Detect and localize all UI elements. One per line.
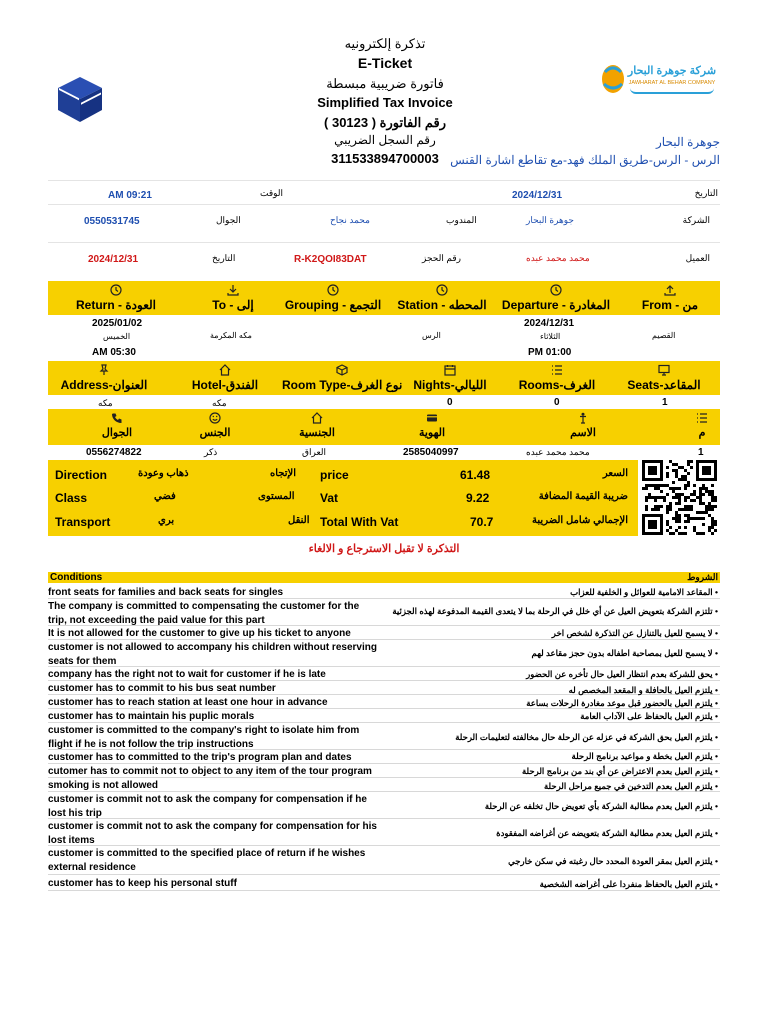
company-logo (600, 58, 720, 106)
trip-header-2: Grouping - التجمع (284, 298, 382, 312)
monitor-icon (658, 363, 670, 375)
room-header-1: Hotel-الفندق (191, 378, 259, 392)
vat-value: 9.22 (466, 491, 490, 505)
condition-ar-item: • يلتزم العيل بعدم الاعتراض عن أي بند من برنامج الرحلة (522, 766, 718, 776)
booking-value: R-K2QOI83DAT (294, 254, 367, 265)
from-value: القصيم (652, 331, 676, 340)
passenger-number: 1 (698, 447, 704, 458)
condition-en-item: front seats for families and back seats for singles (48, 587, 284, 598)
address-value: مكه (98, 398, 113, 408)
download-icon (227, 283, 239, 295)
condition-en-item: smoking is not allowed (48, 780, 159, 791)
mobile-label: الجوال (216, 215, 241, 225)
passenger-header-2: الجنسية (299, 427, 335, 439)
condition-en-item: company has the right not to wait for customer if he is late (48, 669, 326, 680)
date2-value: 2024/12/31 (88, 254, 139, 265)
clock-icon (110, 283, 122, 295)
price-en: price (320, 468, 349, 482)
room-header-2: Room Type-نوع الغرف (282, 378, 403, 392)
logo-ar-text: شركة جوهرة البحار (627, 65, 717, 77)
conditions-title-en: Conditions (50, 572, 103, 583)
invoice-number: رقم الفاتورة ( 30123 ) (324, 115, 446, 130)
price-value: 61.48 (460, 468, 491, 482)
total-en: Total With Vat (320, 515, 399, 529)
agent-label: المندوب (446, 215, 477, 225)
departure-time: PM 01:00 (528, 347, 572, 358)
room-header-3: Nights-الليالي (413, 378, 487, 392)
qr-code (641, 460, 719, 536)
booking-label: رقم الحجز (422, 253, 461, 263)
direction-value: ذهاب وعودة (138, 468, 189, 479)
company-label: الشركة (682, 215, 710, 225)
condition-en-item: cutomer has to commit not to object to any item of the tour program (48, 766, 372, 777)
room-header-5: Seats-المقاعد (627, 378, 701, 392)
condition-en-item: customer has to maintain his puplic morals (48, 711, 255, 722)
condition-ar-item: • يلتزم العيل بعدم مطالبة الشركة بتعويضه عن أغراضه المفقودة (496, 828, 718, 838)
condition-ar-item: • يلتزم العيل بالحفاظ منفردا على أغراضه الشخصية (539, 879, 718, 889)
condition-ar-item: • لا يسمح للعيل بمصاحبة اطفاله بدون حجز مقاعد لهم (531, 648, 718, 658)
phone-icon (111, 411, 123, 423)
condition-ar-item: • يلتزم العيل بخطة و مواعيد برنامج الرحلة (571, 751, 718, 761)
passenger-header-0: الجوال (101, 427, 133, 439)
passenger-mobile: 0556274822 (86, 447, 142, 458)
conditions-title-ar: الشروط (687, 572, 718, 582)
list-icon (551, 363, 563, 375)
trip-header-1: To - إلى (212, 298, 254, 312)
client-label: العميل (685, 253, 710, 263)
class-en: Class (55, 491, 88, 505)
trip-header-4: Departure - المغادرة (501, 298, 611, 312)
condition-en-item: customer has to keep his personal stuff (48, 878, 237, 889)
time-label: الوقت (260, 188, 284, 198)
tax-reg-label: رقم السجل الضريبي (334, 133, 436, 147)
total-value: 70.7 (470, 515, 494, 529)
condition-en-item: customer has to committed to the trip's program plan and dates (48, 752, 352, 763)
home-icon (219, 363, 231, 375)
vat-ar: ضريبة القيمة المضافة (538, 491, 628, 502)
conditions-bar (48, 572, 720, 583)
departure-day: الثلاثاء (540, 332, 561, 341)
return-date: 2025/01/02 (92, 318, 143, 329)
condition-ar-item: • لا يسمح للعيل بالتنازل عن التذكرة لشخص اخر (551, 628, 718, 638)
condition-en-item: customer has to reach station at least one hour in advance (48, 697, 328, 708)
condition-en-item: customer is commit not to ask the company for compensation for his lost items (48, 821, 377, 846)
condition-en-item: customer is not allowed to accompany his children without reserving seats for them (48, 642, 377, 667)
no-refund-notice: التذكرة لا تقبل الاسترجاع و الالغاء (308, 543, 460, 555)
passenger-header-3: الهوية (418, 427, 446, 439)
person-icon (577, 411, 589, 423)
condition-en-item: The company is committed to compensating the customer for the trip, not exceeding the paid value for this part (48, 601, 360, 626)
rooms-value: 0 (554, 397, 560, 408)
condition-ar-item: • يلتزم العيل بالحضور قبل موعد مغادرة الرحلات بساعة (526, 698, 718, 708)
total-ar: الإجمالي شامل الضريبة (532, 515, 628, 526)
ar-invoice: فاتورة ضريبية مبسطة (326, 76, 444, 91)
transport-ar: النقل (288, 515, 310, 526)
logo-en-text: JAWHARAT AL BEHAR COMPANY (628, 80, 716, 86)
clock-icon (327, 283, 339, 295)
direction-en: Direction (55, 468, 108, 482)
price-ar: السعر (602, 468, 628, 479)
pin-icon (98, 363, 110, 375)
transport-value: بري (158, 515, 175, 526)
class-ar: المستوى (258, 491, 295, 502)
home-icon (311, 411, 323, 423)
passenger-name: محمد محمد عبده (526, 447, 590, 457)
condition-ar-item: • يلتزم العيل بعدم مطالبة الشركة بأي تعويض حال تخلفه عن الرحلة (484, 801, 718, 811)
passenger-gender: ذكر (204, 447, 218, 457)
shell-icon (600, 62, 626, 96)
company-value: جوهرة البحار (526, 215, 574, 225)
trip-header-5: From - من (641, 298, 699, 312)
condition-ar-item: • يلتزم العيل بمقر العودة المحدد حال رغبته في سكن خارجي (508, 856, 718, 866)
upload-icon (664, 283, 676, 295)
agent-value: محمد نجاح (330, 215, 370, 225)
condition-ar-item: • تلتزم الشركة بتعويض العيل عن أي خلل في الرحلة بما لا يتعدى القيمة المدفوعة لهذه الجزئية (392, 606, 718, 616)
condition-ar-item: • المقاعد الامامية للعوائل و الخلفية للعزاب (570, 587, 718, 597)
condition-en-item: customer is committed to the company's right to isolate him from flight if he is not follow the trip instructions (48, 725, 360, 750)
passenger-id: 2585040997 (403, 447, 459, 458)
passenger-header-1: الجنس (199, 427, 231, 439)
departure-date: 2024/12/31 (524, 318, 575, 329)
box-logo-icon (55, 74, 105, 124)
date-label: التاريخ (694, 188, 718, 198)
condition-en-item: customer is committed to the specified place of return if he wishes external residence (48, 848, 366, 873)
transport-en: Transport (55, 515, 111, 529)
to-value: مكه المكرمة (210, 331, 252, 340)
tax-reg-number: 311533894700003 (331, 151, 439, 166)
return-time: AM 05:30 (92, 347, 136, 358)
condition-en-item: It is not allowed for the customer to give up his ticket to anyone (48, 628, 351, 639)
ar-title: تذكرة إلكترونيه (344, 36, 426, 51)
passenger-header-5: م (698, 427, 706, 439)
hotel-value: مكه (212, 398, 227, 408)
room-header-0: Address-العنوان (60, 378, 148, 392)
nights-value: 0 (447, 397, 453, 408)
list-icon (696, 411, 708, 423)
condition-ar-item: • يلتزم العيل بحق الشركة في عزله عن الرحلة حال مخالفته لتعليمات الرحلة (455, 732, 718, 742)
condition-en-item: customer is commit not to ask the company for compensation if he lost his trip (48, 794, 367, 819)
card-icon (426, 411, 438, 423)
company-name: جوهرة البحار (656, 135, 720, 149)
return-day: الخميس (103, 332, 131, 341)
smile-icon (209, 411, 221, 423)
clock-icon (436, 283, 448, 295)
passenger-header-4: الاسم (570, 427, 596, 439)
en-invoice: Simplified Tax Invoice (317, 95, 453, 110)
room-header-4: Rooms-الغرف (518, 378, 596, 392)
date2-label: التاريخ (212, 253, 236, 263)
trip-header-3: Station - المحطه (397, 298, 487, 312)
vat-en: Vat (320, 491, 339, 505)
condition-ar-item: • يلتزم العيل بعدم التدخين في جميع مراحل الرحلة (543, 781, 718, 791)
condition-en-item: customer has to commit to his bus seat number (48, 683, 276, 694)
company-address: الرس - الرس-طريق الملك فهد-مع تقاطع اشارة القنس (450, 153, 720, 167)
condition-ar-item: • يحق للشركة بعدم انتظار العيل حال تأخره عن الحضور (526, 669, 718, 679)
client-value: محمد محمد عبده (526, 253, 590, 263)
date-value: 2024/12/31 (512, 190, 563, 201)
clock-icon (550, 283, 562, 295)
condition-ar-item: • يلتزم العيل بالحفاظ على الآداب العامة (580, 711, 718, 721)
station-value: الرس (422, 331, 441, 340)
passenger-nationality: العراق (302, 447, 327, 457)
en-title: E-Ticket (357, 55, 413, 71)
time-value: AM 09:21 (108, 190, 152, 201)
trip-header-0: Return - العودة (76, 298, 156, 312)
condition-ar-item: • يلتزم العيل بالحافلة و المقعد المخصص له (568, 685, 718, 695)
calendar-icon (444, 363, 456, 375)
class-value: فضي (154, 491, 176, 502)
mobile-value: 0550531745 (84, 216, 140, 227)
seats-value: 1 (662, 397, 668, 408)
cube-icon (336, 363, 348, 375)
direction-ar: الإتجاه (270, 468, 297, 479)
